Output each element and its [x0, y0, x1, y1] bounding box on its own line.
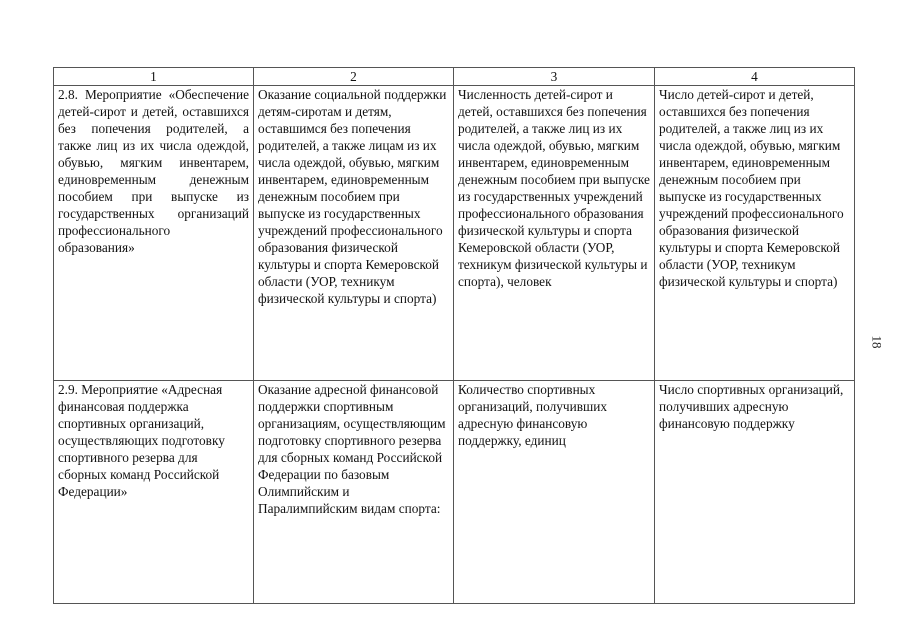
indicator-name-cell: Количество спортивных организаций, получивших адресную финансовую поддержку, единиц: [454, 381, 655, 604]
column-number-1: 1: [54, 68, 254, 86]
indicator-name-cell: Численность детей-сирот и детей, оставшихся без попечения родителей, а также лиц из их числа одеждой, обувью, мягким инвентарем, единовременным денежным пособием при выпуске из государственных учреждений профессионального образования физической культуры и спорта Кемеровской области (УОР, техникум физической культуры и спорта), человек: [454, 86, 655, 381]
column-number-4: 4: [655, 68, 855, 86]
measure-description-cell: Оказание социальной поддержки детям-сиротам и детям, оставшимся без попечения родителей, а также лицам из их числа одеждой, обувью, мягким инвентарем, единовременным денежным пособием при выпуске из государственных учреждений профессионального образования физической культуры и спорта Кемеровской области (УОР, техникум физической культуры и спорта): [254, 86, 454, 381]
measure-description-cell: Оказание адресной финансовой поддержки спортивным организациям, осуществляющим подготовку спортивного резерва для сборных команд Российской Федерации по базовым Олимпийским и Паралимпийским видам спорта:: [254, 381, 454, 604]
measure-name-cell: 2.9. Мероприятие «Адресная финансовая поддержка спортивных организаций, осуществляющих подготовку спортивного резерва для сборных команд Российской Федерации»: [54, 381, 254, 604]
table-row: [54, 381, 855, 604]
column-number-3: 3: [454, 68, 655, 86]
measure-name-cell: 2.8. Мероприятие «Обеспечение детей-сирот и детей, оставшихся без попечения родителей, а также лиц из их числа одеждой, обувью, мягким инвентарем, единовременным денежным пособием при выпуске из государственных организаций профессионального образования»: [54, 86, 254, 381]
indicator-formula-cell: Число детей-сирот и детей, оставшихся без попечения родителей, а также лиц из их числа одеждой, обувью, мягким инвентарем, единовременным денежным пособием при выпуске из государственных учреждений профессионального образования физической культуры и спорта Кемеровской области (УОР, техникум физической культуры и спорта): [655, 86, 855, 381]
page-number: 18: [869, 335, 885, 349]
column-number-2: 2: [254, 68, 454, 86]
indicator-formula-cell: Число спортивных организаций, получивших адресную финансовую поддержку: [655, 381, 855, 604]
table-header-row: [54, 68, 855, 86]
table-row: [54, 86, 855, 381]
measures-table: [53, 67, 855, 604]
